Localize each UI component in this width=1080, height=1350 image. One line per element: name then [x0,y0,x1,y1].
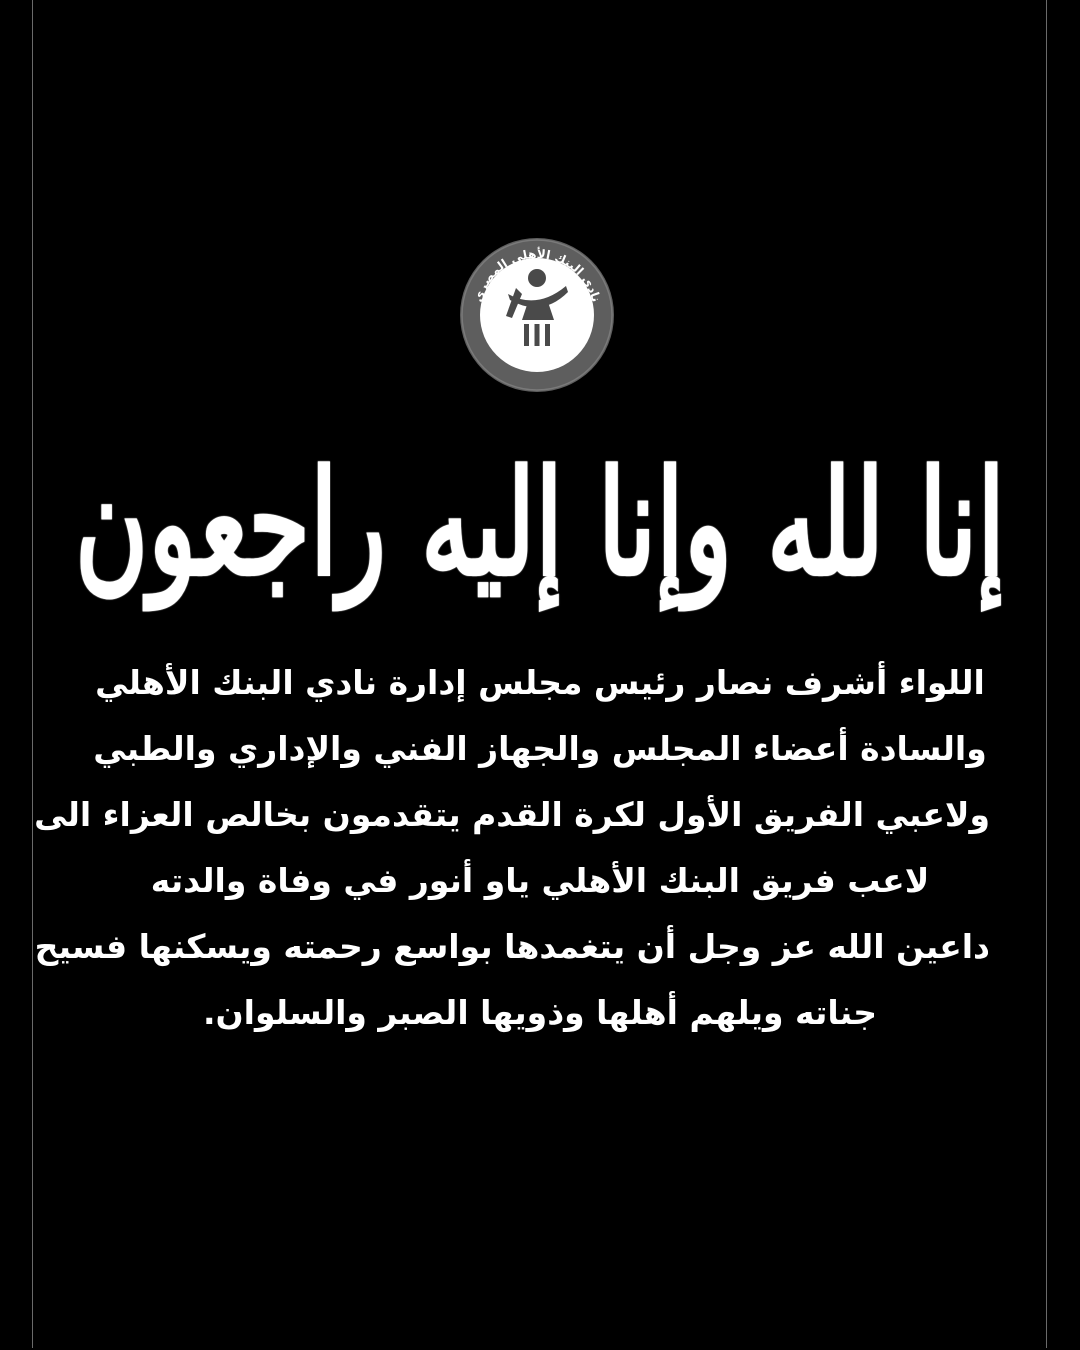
message-line: والسادة أعضاء المجلس والجهاز الفني والإداري والطبي [93,729,987,768]
message-line: ولاعبي الفريق الأول لكرة القدم يتقدمون بخالص العزاء الى [34,795,990,834]
quran-verse-calligraphy [74,430,1006,615]
logo-arabic-text: نادي البنك الأهلي المصري [470,246,604,304]
message-line: داعين الله عز وجل أن يتغمدها بواسع رحمته ويسكنها فسيح [34,927,990,966]
message-line: اللواء أشرف نصار رئيس مجلس إدارة نادي البنك الأهلي [95,663,985,702]
condolence-message [34,650,990,1046]
logo-emblem-icon [458,236,616,394]
message-line: جناته ويلهم أهلها وذويها الصبر والسلوان. [202,993,878,1032]
logo-english-text: National Bank of Egypt Club [481,317,593,372]
message-line: لاعب فريق البنك الأهلي ياو أنور في وفاة والدته [150,861,930,900]
club-logo [458,236,616,394]
verse-text: إنا لله وإنا إليه راجعون [74,436,1006,609]
